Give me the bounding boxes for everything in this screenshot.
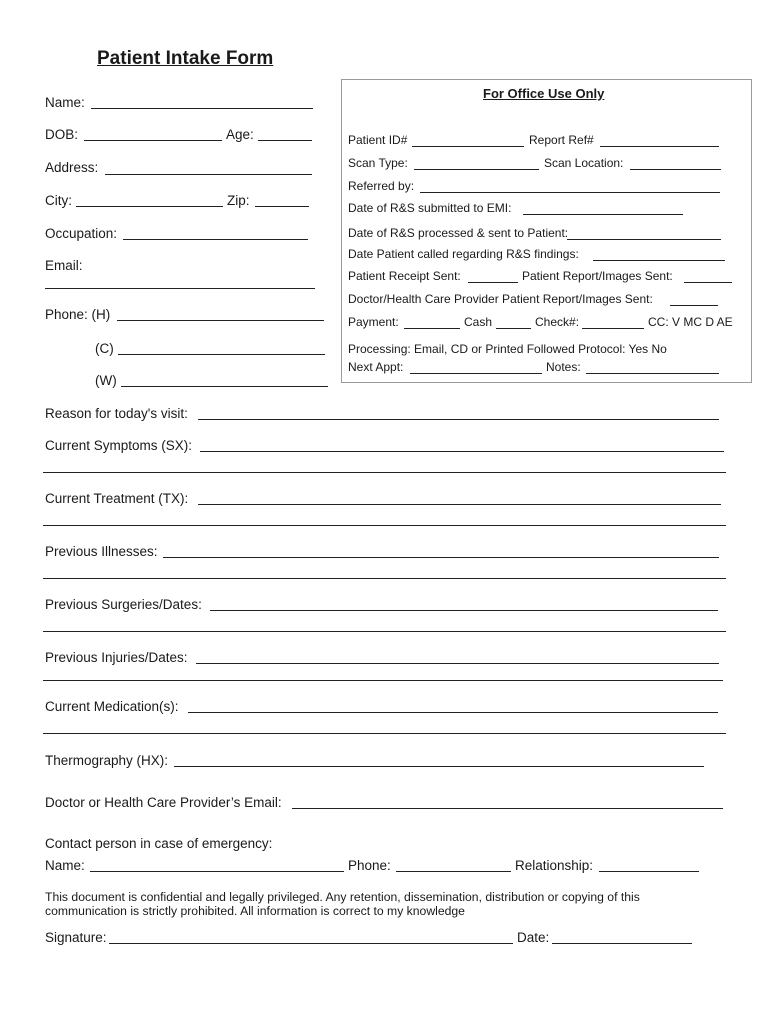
receipt-sent-field[interactable]: [468, 282, 518, 283]
next-appt-label: Next Appt:: [348, 360, 404, 374]
symptoms-field-line-2[interactable]: [43, 472, 726, 473]
payment-field[interactable]: [404, 328, 460, 329]
emergency-phone-field[interactable]: [396, 871, 511, 872]
illnesses-label: Previous Illnesses:: [45, 544, 158, 559]
processing-label: Processing: Email, CD or Printed Followed Protocol: Yes No: [348, 342, 667, 356]
doctor-sent-field[interactable]: [670, 305, 718, 306]
emergency-relationship-label: Relationship:: [515, 858, 594, 873]
occupation-label: Occupation:: [45, 226, 118, 241]
illnesses-field[interactable]: [163, 557, 719, 558]
thermography-label: Thermography (HX):: [45, 753, 169, 768]
dob-field[interactable]: [84, 140, 222, 141]
zip-label: Zip:: [227, 193, 250, 208]
report-sent-field[interactable]: [684, 282, 732, 283]
illnesses-field-line-2[interactable]: [43, 578, 726, 579]
rs-submitted-label: Date of R&S submitted to EMI:: [348, 201, 512, 215]
zip-field[interactable]: [255, 206, 309, 207]
phone-work-label: (W): [95, 373, 117, 388]
city-field[interactable]: [76, 206, 223, 207]
provider-email-field[interactable]: [292, 808, 723, 809]
emergency-relationship-field[interactable]: [599, 871, 699, 872]
called-label: Date Patient called regarding R&S findings:: [348, 247, 579, 261]
payment-label: Payment:: [348, 315, 399, 329]
age-label: Age:: [226, 127, 254, 142]
email-label: Email:: [45, 258, 83, 273]
date-field[interactable]: [552, 943, 692, 944]
thermography-field[interactable]: [174, 766, 704, 767]
emergency-phone-label: Phone:: [348, 858, 391, 873]
referred-by-label: Referred by:: [348, 179, 415, 193]
patient-id-label: Patient ID#: [348, 133, 408, 147]
phone-work-field[interactable]: [121, 386, 328, 387]
age-field[interactable]: [258, 140, 312, 141]
check-field[interactable]: [582, 328, 644, 329]
cash-field[interactable]: [496, 328, 531, 329]
notes-label: Notes:: [546, 360, 581, 374]
rs-processed-field[interactable]: [567, 239, 721, 240]
surgeries-field[interactable]: [210, 610, 718, 611]
reason-field[interactable]: [198, 419, 719, 420]
treatment-field-line-2[interactable]: [43, 525, 726, 526]
scan-location-label: Scan Location:: [544, 156, 624, 170]
page-title: Patient Intake Form: [97, 48, 274, 69]
scan-type-label: Scan Type:: [348, 156, 408, 170]
treatment-label: Current Treatment (TX):: [45, 491, 189, 506]
referred-by-field[interactable]: [420, 192, 720, 193]
medications-field-line-2[interactable]: [43, 733, 726, 734]
phone-cell-label: (C): [95, 341, 114, 356]
address-field[interactable]: [105, 174, 312, 175]
dob-label: DOB:: [45, 127, 79, 142]
notes-field[interactable]: [586, 373, 719, 374]
signature-field[interactable]: [109, 943, 513, 944]
injuries-label: Previous Injuries/Dates:: [45, 650, 188, 665]
surgeries-field-line-2[interactable]: [43, 631, 726, 632]
emergency-name-label: Name:: [45, 858, 85, 873]
next-appt-field[interactable]: [410, 373, 542, 374]
name-label: Name:: [45, 95, 85, 110]
disclaimer-text: This document is confidential and legally privileged. Any retention, dissemination, distribution or copying of this communication is strictly prohibited. All information is correct to my knowledge: [45, 890, 640, 918]
signature-label: Signature:: [45, 930, 107, 945]
date-label: Date:: [517, 930, 550, 945]
surgeries-label: Previous Surgeries/Dates:: [45, 597, 202, 612]
scan-type-field[interactable]: [414, 169, 539, 170]
phone-cell-field[interactable]: [118, 354, 325, 355]
patient-id-field[interactable]: [412, 146, 524, 147]
medications-field[interactable]: [188, 712, 718, 713]
doctor-sent-label: Doctor/Health Care Provider Patient Report/Images Sent:: [348, 292, 653, 306]
emergency-heading: Contact person in case of emergency:: [45, 836, 273, 851]
receipt-sent-label: Patient Receipt Sent:: [348, 269, 461, 283]
address-label: Address:: [45, 160, 99, 175]
symptoms-field[interactable]: [200, 451, 724, 452]
cc-label: CC: V MC D AE: [648, 315, 733, 329]
medications-label: Current Medication(s):: [45, 699, 179, 714]
occupation-field[interactable]: [123, 239, 308, 240]
email-field[interactable]: [45, 288, 315, 289]
treatment-field[interactable]: [198, 504, 721, 505]
phone-home-label: Phone: (H): [45, 307, 111, 322]
injuries-field[interactable]: [196, 663, 719, 664]
symptoms-label: Current Symptoms (SX):: [45, 438, 193, 453]
scan-location-field[interactable]: [630, 169, 721, 170]
report-ref-field[interactable]: [600, 146, 719, 147]
reason-label: Reason for today's visit:: [45, 406, 188, 421]
rs-processed-label: Date of R&S processed & sent to Patient:: [348, 226, 569, 240]
office-use-title: For Office Use Only: [483, 86, 605, 101]
injuries-field-line-2[interactable]: [43, 680, 723, 681]
rs-submitted-field[interactable]: [523, 214, 683, 215]
check-label: Check#:: [535, 315, 580, 329]
phone-home-field[interactable]: [117, 320, 324, 321]
emergency-name-field[interactable]: [90, 871, 344, 872]
called-field[interactable]: [593, 260, 725, 261]
provider-email-label: Doctor or Health Care Provider’s Email:: [45, 795, 282, 810]
report-ref-label: Report Ref#: [529, 133, 594, 147]
cash-label: Cash: [464, 315, 493, 329]
city-label: City:: [45, 193, 72, 208]
name-field[interactable]: [91, 108, 313, 109]
report-sent-label: Patient Report/Images Sent:: [522, 269, 673, 283]
